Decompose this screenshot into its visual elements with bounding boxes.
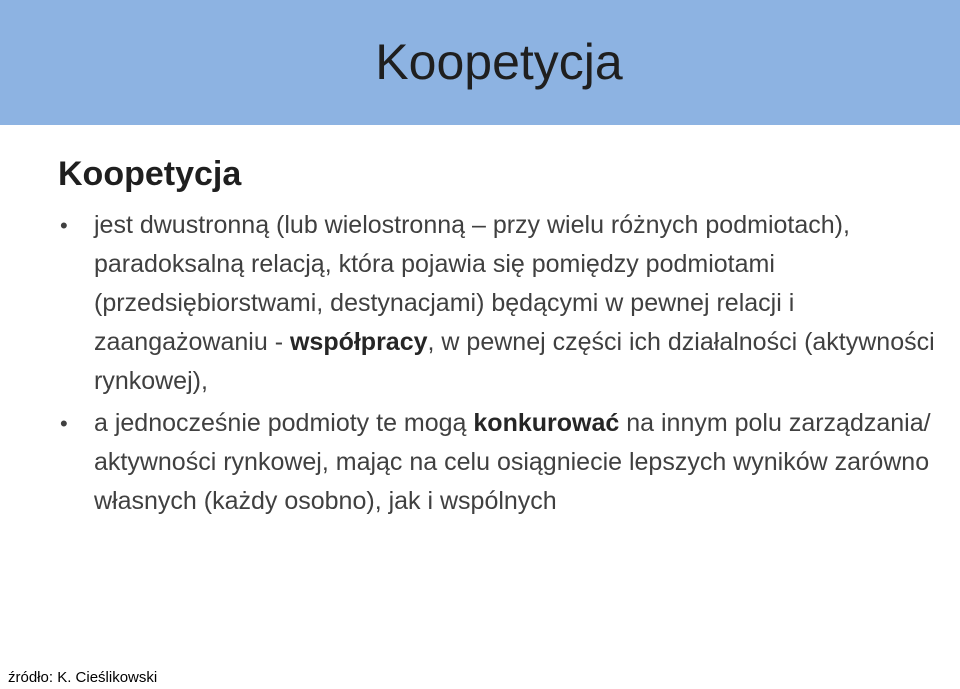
bullet-2-bold-text: konkurować bbox=[473, 409, 620, 437]
bullet-1-bold-text: współpracy bbox=[289, 328, 428, 356]
slide-subtitle: Koopetycja bbox=[58, 155, 242, 193]
bullet-2-text-after: na innym polu zarządzania/ aktywności rynkowej, mając na celu osiągniecie lepszych wyników zarówno własnych (każdy osobno), jak i wspólnych bbox=[94, 409, 931, 515]
bullet-list bbox=[58, 206, 938, 521]
bullet-1-text-after: , w pewnej części ich działalności (aktywności rynkowej), bbox=[94, 328, 935, 395]
source-citation: źródło: K. Cieślikowski bbox=[8, 669, 158, 686]
slide-title: Koopetycja bbox=[375, 34, 623, 90]
bullet-marker: • bbox=[60, 213, 68, 238]
bullet-marker: • bbox=[60, 411, 68, 436]
bullet-1-text-before: jest dwustronną (lub wielostronną – przy wielu różnych podmiotach), paradoksalną relacją, która pojawia się pomiędzy podmiotami (przedsiębiorstwami, destynacjami) będącymi w pewnej relacji i zaangażowaniu - bbox=[94, 211, 850, 356]
bullet-2-text-before: a jednocześnie podmioty te mogą bbox=[94, 409, 474, 437]
bullet-item-1 bbox=[58, 206, 938, 401]
bullet-item-2 bbox=[58, 404, 938, 521]
